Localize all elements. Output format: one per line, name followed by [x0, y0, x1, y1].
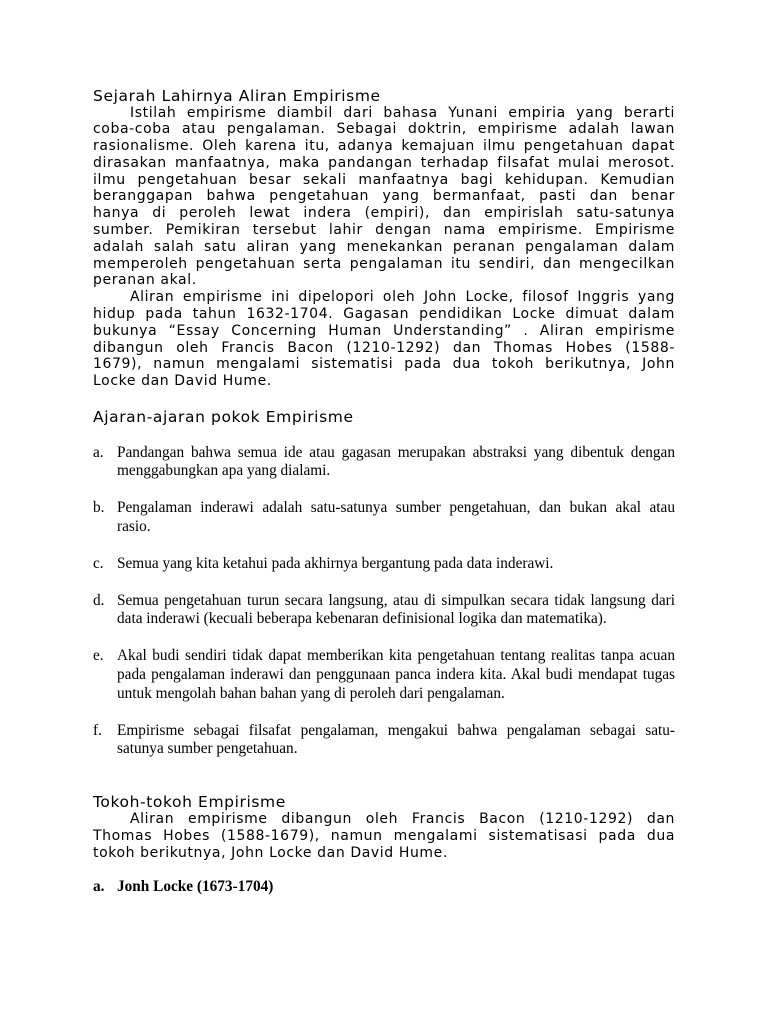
list-item-text: [117, 722, 675, 759]
text-line: Empirisme sebagai filsafat pengalaman, mengakui bahwa pengalaman sebagai satu-: [117, 721, 675, 739]
list-item: [93, 647, 675, 703]
text-line: beranggapan bahwa pengetahuan yang bermanfaat, pasti dan benar: [93, 188, 675, 205]
list-marker: a.: [93, 443, 104, 461]
text-line: Istilah empirisme diambil dari bahasa Yunani empiria yang berarti: [130, 104, 675, 121]
list-item: [93, 592, 675, 629]
list-marker: e.: [93, 647, 104, 665]
paragraph: [93, 105, 675, 290]
text-line: adalah salah satu aliran yang menekankan peranan pengalaman dalam: [93, 238, 675, 255]
list-marker: d.: [93, 591, 105, 609]
subheading: [93, 878, 675, 897]
text-line: Pandangan bahwa semua ide atau gagasan merupakan abstraksi yang dibentuk dengan: [117, 443, 675, 461]
text-line: dibangun oleh Francis Bacon (1210-1292) dan Thomas Hobes (1588-: [93, 339, 675, 356]
text-line: rasio.: [117, 517, 151, 535]
text-line: rasionalisme. Oleh karena itu, adanya kemajuan ilmu pengetahuan dapat: [93, 138, 675, 155]
text-line: Aliran empirisme ini dipelopori oleh John Locke, filosof Inggris yang: [130, 289, 675, 306]
text-line: dirasakan manfaatnya, maka pandangan terhadap filsafat mulai merosot.: [93, 154, 675, 171]
text-line: coba-coba atau pengalaman. Sebagai doktrin, empirisme adalah lawan: [93, 121, 675, 138]
text-line: pada pengalaman inderawi dan penggunaan panca indera kita. Akal budi mendapat tugas: [117, 665, 675, 683]
section-heading: Tokoh-tokoh Empirisme: [93, 793, 286, 812]
text-line: Semua yang kita ketahui pada akhirnya bergantung pada data inderawi.: [117, 554, 554, 572]
paragraph: [93, 811, 675, 861]
text-line: satunya sumber pengetahuan.: [117, 740, 298, 758]
subheading-text: Jonh Locke (1673-1704): [117, 878, 274, 896]
text-line: Thomas Hobes (1588-1679), namun mengalami sistematisasi pada dua: [93, 827, 675, 844]
text-line: Semua pengetahuan turun secara langsung, atau di simpulkan secara tidak langsung dari: [117, 591, 675, 609]
list-marker: b.: [93, 499, 105, 517]
list: [93, 444, 675, 759]
text-line: hanya di peroleh lewat indera (empiri), dan empirislah satu-satunya: [93, 205, 675, 222]
text-line: Pengalaman inderawi adalah satu-satunya sumber pengetahuan, dan bukan akal atau: [117, 499, 675, 517]
subheading-marker: a.: [93, 878, 105, 896]
text-line: bukunya “Essay Concerning Human Understanding” . Aliran empirisme: [93, 322, 675, 339]
text-line: memperoleh pengetahuan serta pengalaman itu sendiri, dan mengecilkan: [93, 255, 675, 272]
list-marker: f.: [93, 721, 102, 739]
text-line: menggabungkan apa yang dialami.: [117, 462, 331, 480]
list-item: [93, 722, 675, 759]
text-line: data inderawi (kecuali beberapa kebenaran definisional logika dan matematika).: [117, 610, 607, 628]
list-item-text: [117, 592, 675, 629]
list-item-text: [117, 555, 675, 574]
text-line: ilmu pengetahuan besar sekali manfaatnya bagi kehidupan. Kemudian: [93, 171, 675, 188]
list-item-text: [117, 647, 675, 703]
text-line: 1679), namun mengalami sistematisi pada dua tokoh berikutnya, John: [93, 356, 675, 373]
page-content: [93, 88, 675, 897]
list-item-text: [117, 444, 675, 481]
list-item: [93, 444, 675, 481]
list-item: [93, 555, 675, 574]
text-line: hidup pada tahun 1632-1704. Gagasan pendidikan Locke dimuat dalam: [93, 306, 675, 323]
text-line: sumber. Pemikiran tersebut lahir dengan nama empirisme. Empirisme: [93, 222, 675, 239]
text-line: Aliran empirisme dibangun oleh Francis Bacon (1210-1292) dan: [130, 811, 675, 828]
paragraph: [93, 289, 675, 390]
text-line: Akal budi sendiri tidak dapat memberikan kita pengetahuan tentang realitas tanpa acuan: [117, 647, 675, 665]
section-heading: Sejarah Lahirnya Aliran Empirisme: [93, 86, 381, 105]
text-line: untuk mengolah bahan bahan yang di peroleh dari pengalaman.: [117, 684, 505, 702]
list-item: [93, 499, 675, 536]
text-line: peranan akal.: [93, 272, 197, 289]
text-line: tokoh berikutnya, John Locke dan David Hume.: [93, 844, 448, 861]
section-heading: Ajaran-ajaran pokok Empirisme: [93, 408, 354, 427]
text-line: Locke dan David Hume.: [93, 373, 272, 390]
list-item-text: [117, 499, 675, 536]
list-marker: c.: [93, 554, 104, 572]
